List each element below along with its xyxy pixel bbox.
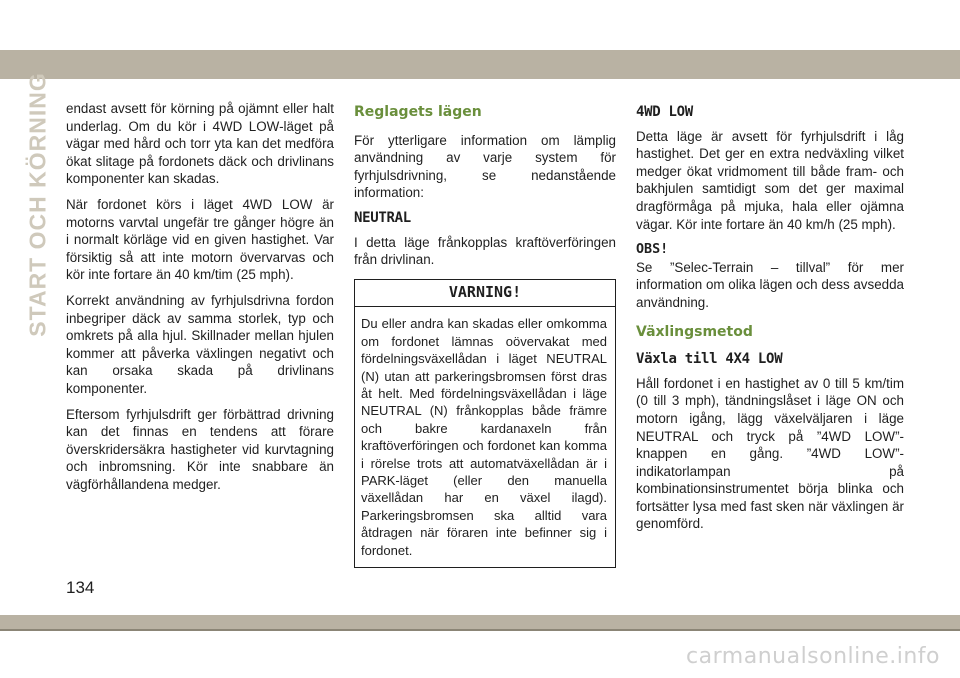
section-side-tab [22, 71, 54, 337]
section-heading: Växlingsmetod [636, 323, 753, 340]
paragraph: endast avsett för körning på ojämnt eller halt underlag. Om du kör i 4WD LOW-läget på vägar med hård och torr yta kan det medföra ökat slitage på fordonets däck och drivlinans komponenter kan skadas. [66, 101, 334, 187]
paragraph: Eftersom fyrhjulsdrift ger förbättrad drivning kan det finnas en tendens att förare överskridersäkra hastigheter vid kurvtagning och inbromsning. Kör inte snabbare än vägförhållandena medger. [66, 406, 334, 492]
warning-box [354, 279, 616, 568]
column-middle [354, 100, 616, 568]
top-band [0, 50, 960, 79]
paragraph: Håll fordonet i en hastighet av 0 till 5 km/tim (0 till 3 mph), tändningslåset i läge ON och motorn igång, lägg växelväljaren i läge NEUTRAL och tryck på ”4WD LOW”-knappen en gång. ”4WD LOW”-indikatorlampan på kombinationsinstrumentet börja blinka och fortsätter lysa med fast sken när växlingen är genomförd. [636, 375, 904, 532]
column-left [66, 100, 334, 501]
paragraph: Korrekt användning av fyrhjulsdrivna fordon inbegriper däck av samma storlek, typ och omkrets på alla hjul. Skillnader mellan hjulen kommer att påverka växlingen negativt och kan orsaka skada på drivlinans komponenter. [66, 292, 334, 396]
page-number: 134 [66, 578, 95, 597]
column-right [636, 100, 904, 541]
warning-title: VARNING! [355, 280, 615, 308]
paragraph: Detta läge är avsett för fyrhjulsdrift i låg hastighet. Det ger en extra nedväxling vilket medger ökat vridmoment till både fram- och bakhjulen samtidigt som det ger maximal dragförmåga på mjuka, hala eller ojämna vägar. Kör inte fortare än 40 km/h (25 mph). [636, 128, 904, 232]
subheading-neutral: NEUTRAL [354, 209, 411, 226]
bottom-band-line [0, 629, 960, 631]
bottom-band [0, 615, 960, 629]
warning-text: Du eller andra kan skadas eller omkomma om fordonet lämnas oövervakat med fördelningsväxellådan i läget NEUTRAL (N) utan att parkeringsbromsen först dras åt helt. Med fördelningsväxellådan i läge NEUTRAL (N) frånkopplas både främre och bakre kardanaxeln från kraftöverföringen och fordonet kan komma i rörelse trots att automatväxellådan är i PARK-läget (eller den manuella växellådan har en växel ilagd). Parkeringsbromsen ska alltid vara åtdragen när föraren inte befinner sig i fordonet. [361, 316, 607, 558]
watermark: carmanualsonline.info [686, 644, 940, 669]
note-text: Se ”Selec-Terrain – tillval” för mer information om olika lägen och dess avsedda användning. [636, 259, 904, 310]
paragraph: För ytterligare information om lämplig användning av varje system för fyrhjulsdrivning, se nedanstående information: [354, 132, 616, 201]
paragraph: När fordonet körs i läget 4WD LOW är motorns varvtal ungefär tre gånger högre än i normalt körläge vid en given hastighet. Var försiktig så att inte motorn övervarvas och kör inte fortare än 40 km/tim (25 mph). [66, 196, 334, 283]
section-heading: Reglagets lägen [354, 104, 482, 120]
subheading-4wd-low: 4WD LOW [636, 104, 693, 120]
section-side-tab-label: START OCH KÖRNING [24, 71, 51, 337]
subheading-shift: Växla till 4X4 LOW [636, 351, 783, 368]
note-title: OBS! [636, 242, 669, 258]
paragraph: I detta läge frånkopplas kraftöverföringen från drivlinan. [354, 234, 616, 268]
